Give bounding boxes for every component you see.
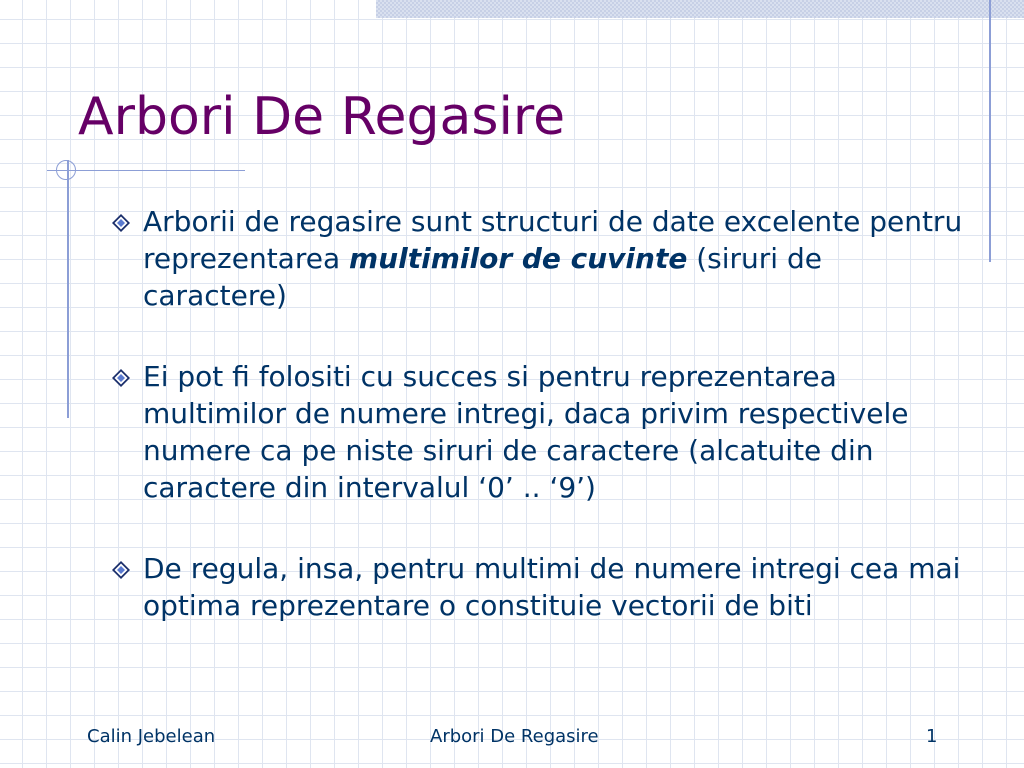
- bullet-text: Ei pot fi folositi cu succes si pentru reprezentarea multimilor de numere intregi, daca privim respectivele numere ca pe niste siruri de caractere (alcatuite din caractere din intervalul ‘0’ .. ‘9’): [143, 360, 909, 504]
- bullet-item: [108, 358, 968, 506]
- diamond-bullet-icon: [111, 213, 131, 233]
- diamond-bullet-icon: [111, 560, 131, 580]
- slide-title: Arbori De Regasire: [78, 87, 566, 147]
- right-vertical-rule: [989, 0, 991, 262]
- bullet-list: [108, 203, 968, 624]
- left-vertical-rule: [67, 160, 69, 418]
- footer-author: Calin Jebelean: [87, 726, 216, 747]
- bullet-text: De regula, insa, pentru multimi de numere intregi cea mai optima reprezentare o constituie vectorii de biti: [143, 552, 961, 622]
- footer-title: Arbori De Regasire: [430, 726, 599, 747]
- rule-circle-ornament: [56, 160, 76, 180]
- title-underline-rule: [47, 170, 245, 171]
- corner-pattern-decoration: [376, 0, 1024, 18]
- diamond-bullet-icon: [111, 368, 131, 388]
- bullet-item: [108, 550, 968, 624]
- bullet-text: Arborii de regasire sunt structuri de date excelente pentru reprezentarea: [143, 205, 963, 275]
- bullet-text: (siruri de caractere): [143, 242, 822, 312]
- footer-page-number: 1: [926, 726, 938, 747]
- bullet-emphasis: multimilor de cuvinte: [349, 242, 688, 275]
- bullet-item: [108, 203, 968, 314]
